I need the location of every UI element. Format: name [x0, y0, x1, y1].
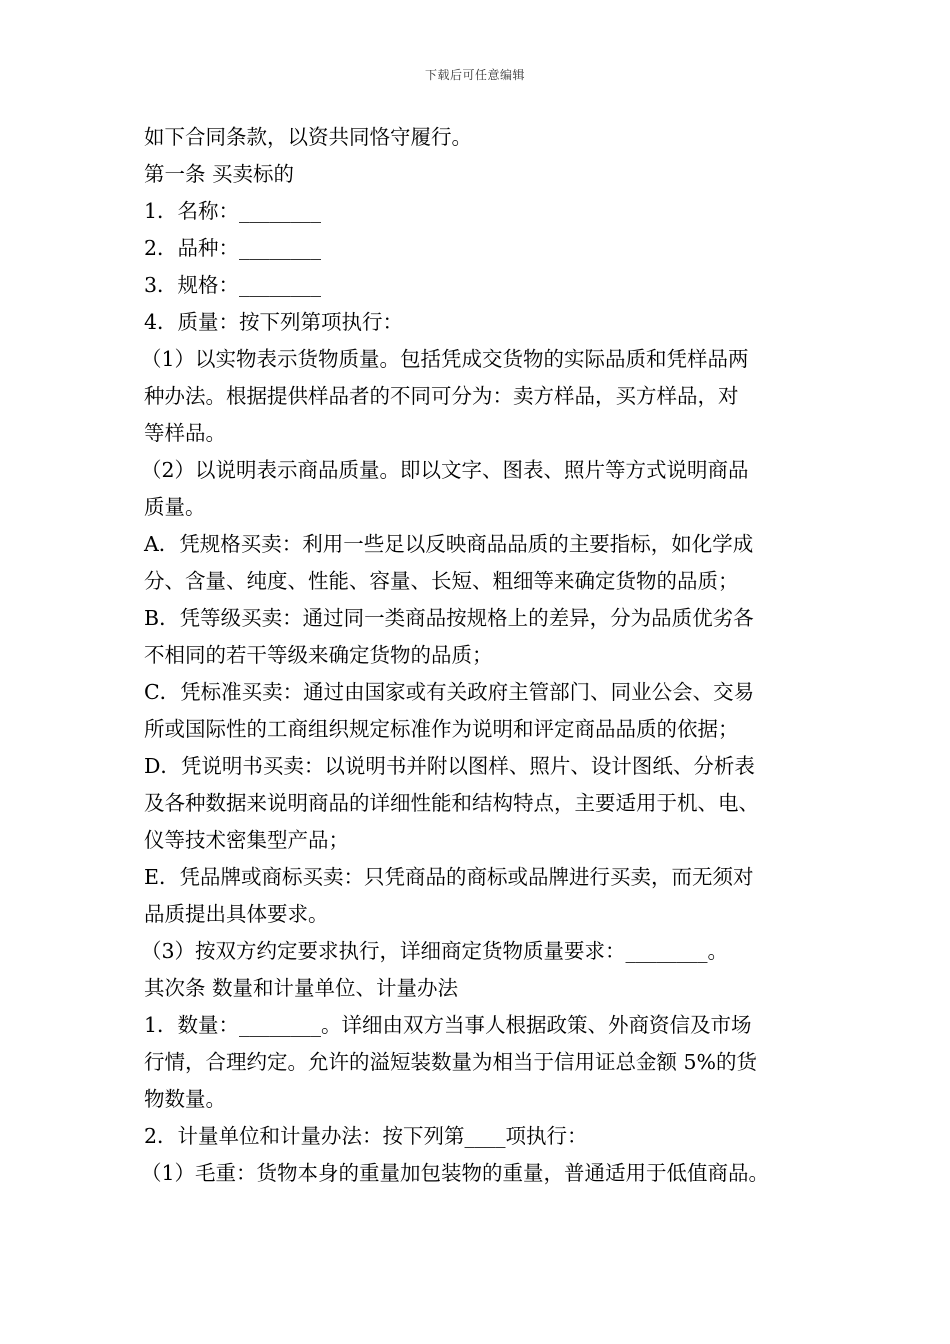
paragraph-line: B．凭等级买卖：通过同一类商品按规格上的差异，分为品质优劣各 [144, 606, 754, 630]
paragraph-line: A．凭规格买卖：利用一些足以反映商品品质的主要指标，如化学成 [144, 532, 754, 556]
paragraph-line: D．凭说明书买卖：以说明书并附以图样、照片、设计图纸、分析表 [144, 754, 755, 778]
paragraph-line: 3．规格：________ [144, 273, 322, 297]
paragraph-line: 所或国际性的工商组织规定标准作为说明和评定商品品质的依据； [144, 717, 739, 741]
paragraph-line: 1．名称：________ [144, 199, 322, 223]
paragraph-line: 及各种数据来说明商品的详细性能和结构特点，主要适用于机、电、 [144, 791, 759, 815]
paragraph-line: （1）毛重：货物本身的重量加包装物的重量，普通适用于低值商品。 [141, 1161, 770, 1185]
paragraph-line: E．凭品牌或商标买卖：只凭商品的商标或品牌进行买卖，而无须对 [144, 865, 754, 889]
paragraph-line: 品质提出具体要求。 [144, 902, 329, 926]
paragraph-line: 行情，合理约定。允许的溢短装数量为相当于信用证总金额 5%的货 [144, 1050, 758, 1074]
paragraph-line: 如下合同条款，以资共同恪守履行。 [144, 125, 472, 149]
paragraph-line: 2．品种：________ [144, 236, 322, 260]
paragraph-line: （3）按双方约定要求执行，详细商定货物质量要求：________。 [141, 939, 729, 963]
document-body [141, 119, 824, 1192]
paragraph-line: 仪等技术密集型产品； [144, 828, 349, 852]
paragraph-line: （1）以实物表示货物质量。包括凭成交货物的实际品质和凭样品两 [141, 347, 749, 371]
paragraph-line: 1．数量：________。详细由双方当事人根据政策、外商资信及市场 [144, 1013, 752, 1037]
paragraph-line: C．凭标准买卖：通过由国家或有关政府主管部门、同业公会、交易 [144, 680, 755, 704]
paragraph-line: 4．质量：按下列第项执行： [144, 310, 404, 334]
paragraph-line: （2）以说明表示商品质量。即以文字、图表、照片等方式说明商品 [141, 458, 749, 482]
paragraph-line: 物数量。 [144, 1087, 226, 1111]
paragraph-line: 质量。 [144, 495, 206, 519]
section-heading: 其次条 数量和计量单位、计量办法 [144, 976, 459, 1000]
paragraph-line: 分、含量、纯度、性能、容量、长短、粗细等来确定货物的品质； [144, 569, 739, 593]
section-heading: 第一条 买卖标的 [144, 162, 295, 186]
page-header: 下载后可任意编辑 [424, 68, 525, 82]
paragraph-line: 2．计量单位和计量办法：按下列第____项执行： [144, 1124, 588, 1148]
paragraph-line: 等样品。 [144, 421, 226, 445]
paragraph-line: 种办法。根据提供样品者的不同可分为：卖方样品，买方样品，对 [144, 384, 739, 408]
paragraph-line: 不相同的若干等级来确定货物的品质； [144, 643, 493, 667]
